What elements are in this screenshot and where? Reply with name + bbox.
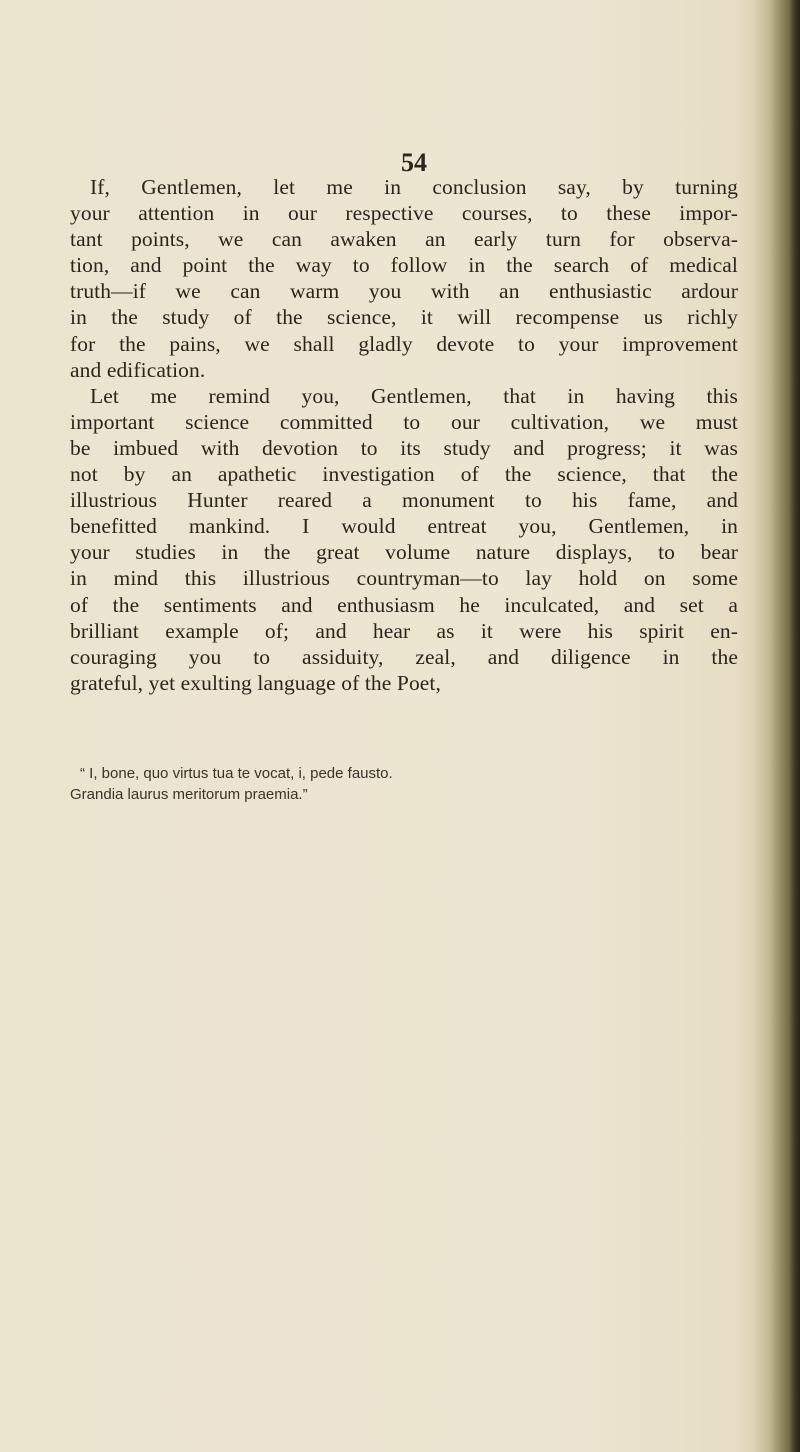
latin-quote [70, 763, 750, 805]
text-line: truth—if we can warm you with an enthusiastic ardour [70, 279, 738, 304]
text-line: couraging you to assiduity, zeal, and diligence in the [70, 644, 738, 669]
text-line: not by an apathetic investigation of the science, that the [70, 462, 738, 487]
text-line: illustrious Hunter reared a monument to his fame, and [70, 488, 738, 513]
text-line: your studies in the great volume nature displays, to bear [70, 540, 738, 565]
text-line: in mind this illustrious countryman—to lay hold on some [70, 566, 738, 591]
text-line: be imbued with devotion to its study and progress; it was [70, 435, 738, 460]
page-number: 54 [401, 148, 427, 177]
text-line: important science committed to our cultivation, we must [70, 409, 738, 434]
text-line: grateful, yet exulting language of the Poet, [70, 670, 441, 695]
text-line: benefitted mankind. I would entreat you, Gentlemen, in [70, 514, 738, 539]
text-line: tion, and point the way to follow in the search of medical [70, 253, 738, 278]
text-line: and edification. [70, 357, 206, 382]
body-text [70, 174, 738, 696]
text-line: If, Gentlemen, let me in conclusion say, by turning [90, 175, 738, 199]
text-line: Let me remind you, Gentlemen, that in having this [90, 383, 738, 408]
quote-line: “ I, bone, quo virtus tua te vocat, i, pede fausto. [80, 765, 393, 782]
text-line: for the pains, we shall gladly devote to your improvement [70, 331, 738, 356]
text-line: your attention in our respective courses, to these impor- [70, 201, 738, 226]
text-line: tant points, we can awaken an early turn for observa- [70, 227, 738, 252]
text-line: in the study of the science, it will recompense us richly [70, 305, 738, 330]
text-line: of the sentiments and enthusiasm he inculcated, and set a [70, 592, 738, 617]
page-edge-shadow [752, 0, 800, 1452]
quote-line: Grandia laurus meritorum praemia.” [70, 786, 308, 803]
text-line: brilliant example of; and hear as it were his spirit en- [70, 618, 738, 643]
